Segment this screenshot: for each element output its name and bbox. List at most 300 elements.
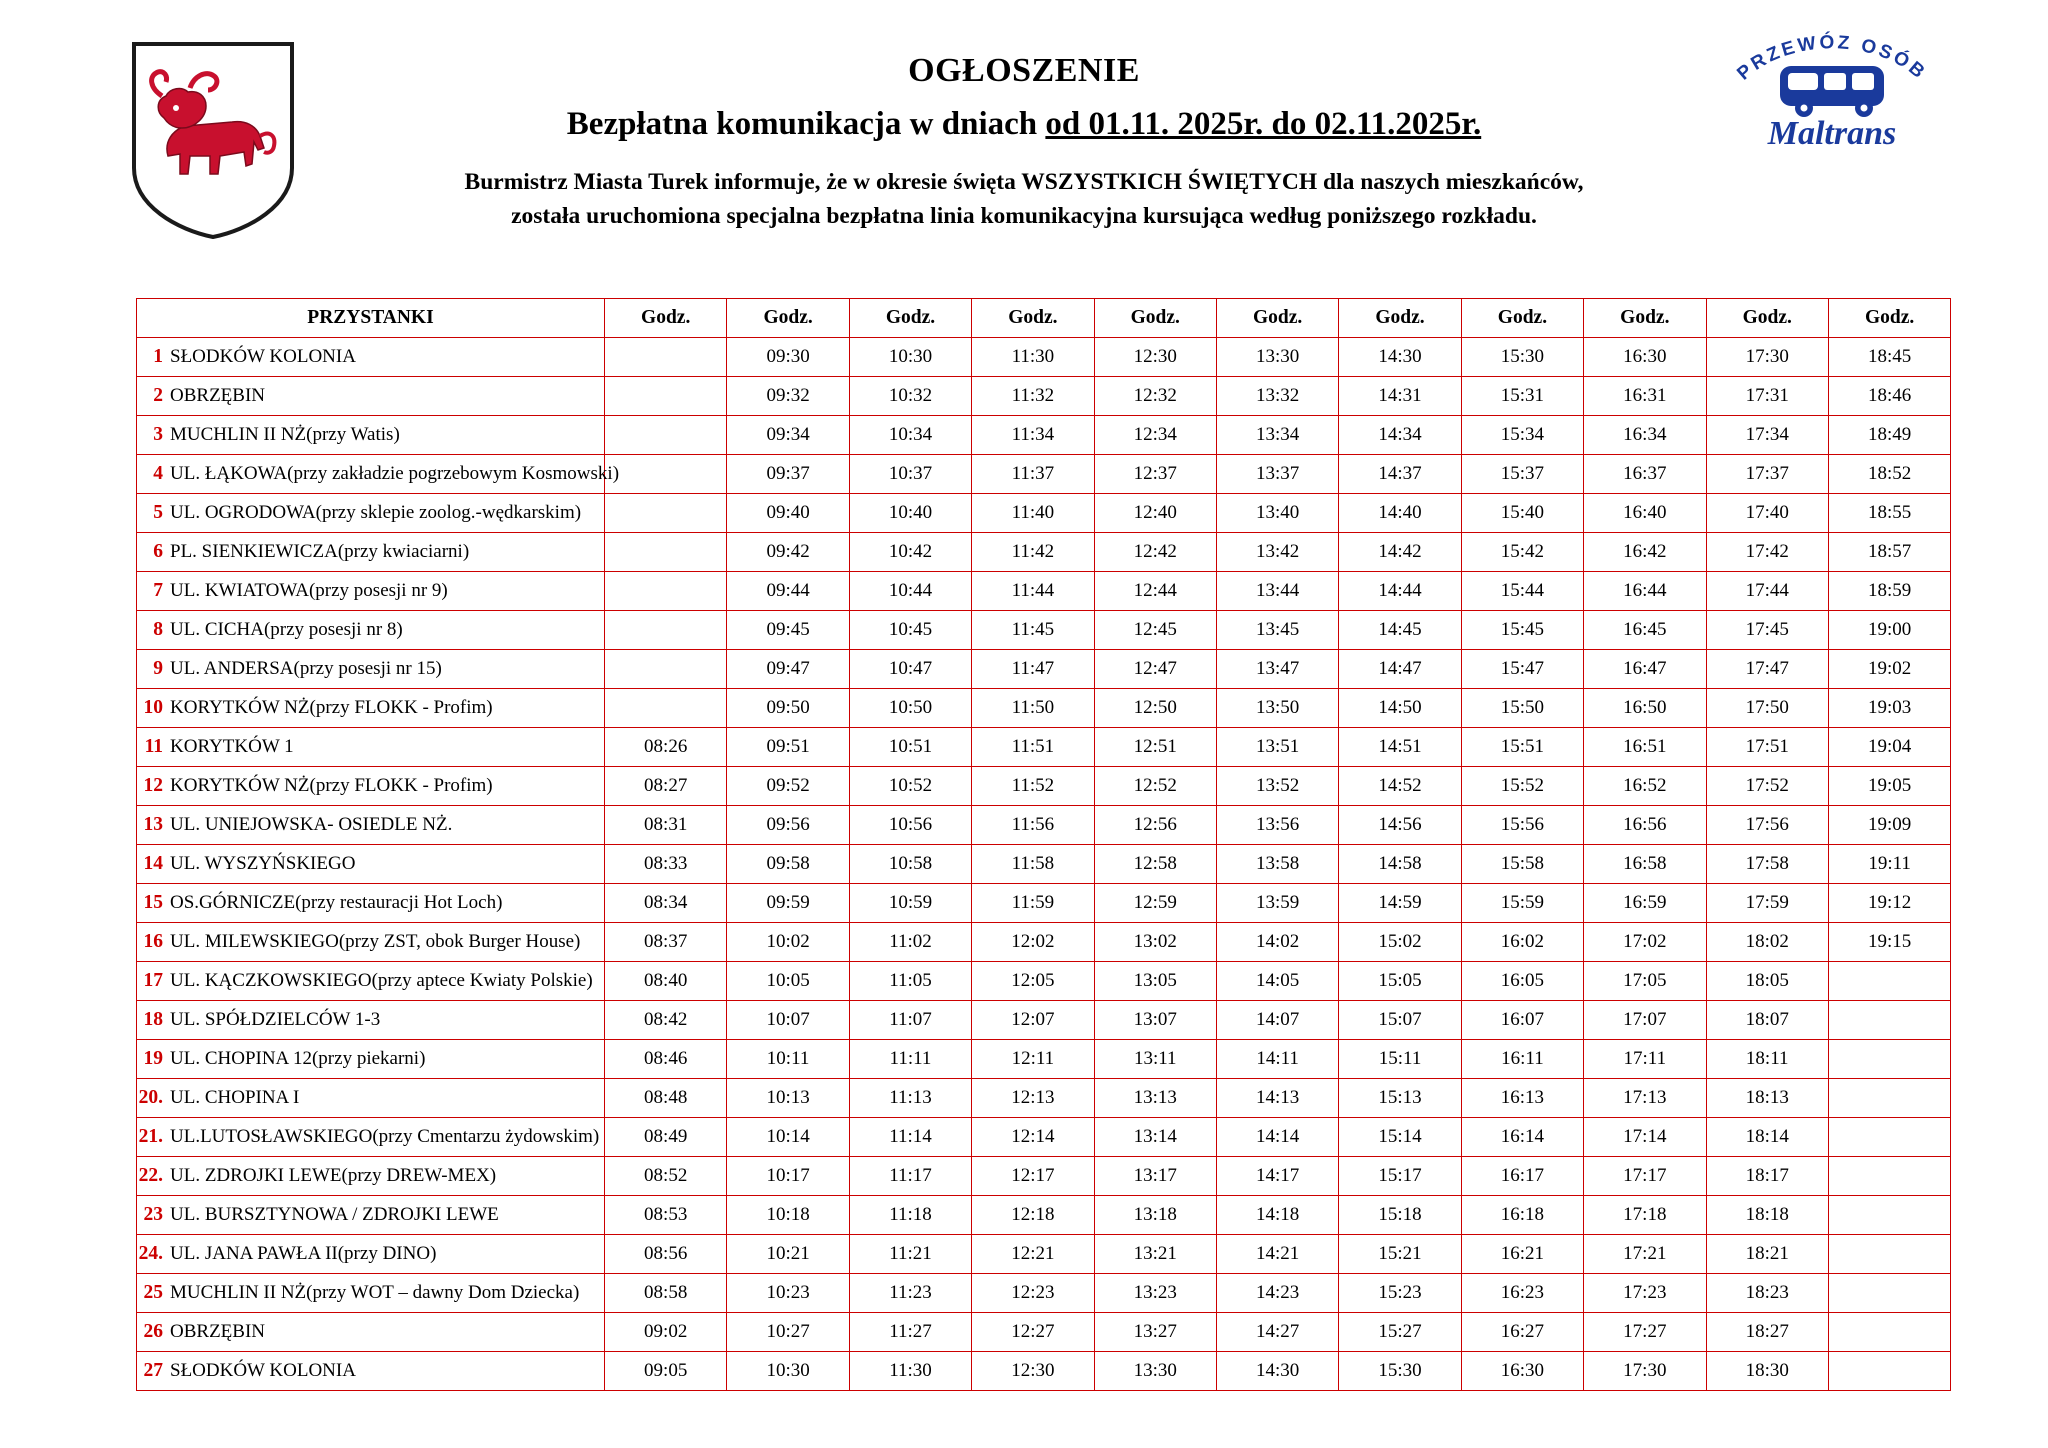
- table-row: [137, 1274, 1951, 1313]
- departure-time: 14:23: [1216, 1274, 1338, 1313]
- stop-cell: [137, 494, 605, 533]
- subtitle-prefix: Bezpłatna komunikacja w dniach: [566, 106, 1046, 142]
- departure-time: 08:26: [605, 728, 727, 767]
- table-row: [137, 1196, 1951, 1235]
- departure-time: 16:23: [1461, 1274, 1583, 1313]
- departure-time: [1828, 962, 1950, 1001]
- departure-time: 12:50: [1094, 689, 1216, 728]
- departure-time: 18:57: [1828, 533, 1950, 572]
- departure-time: 17:30: [1706, 338, 1828, 377]
- departure-time: 13:32: [1216, 377, 1338, 416]
- stop-number: 4: [153, 463, 163, 484]
- stop-number: 22.: [138, 1165, 163, 1186]
- departure-time: 13:45: [1216, 611, 1338, 650]
- stop-cell: [137, 728, 605, 767]
- departure-time: 14:14: [1216, 1118, 1338, 1157]
- departure-time: 15:47: [1461, 650, 1583, 689]
- departure-time: 17:14: [1584, 1118, 1706, 1157]
- departure-time: 10:27: [727, 1313, 849, 1352]
- table-row: [137, 1118, 1951, 1157]
- table-row: [137, 455, 1951, 494]
- departure-time: 16:40: [1584, 494, 1706, 533]
- departure-time: 14:44: [1339, 572, 1461, 611]
- departure-time: 11:52: [972, 767, 1094, 806]
- stop-note: (przy FLOKK - Profim): [309, 697, 493, 718]
- departure-time: 08:46: [605, 1040, 727, 1079]
- departure-time: 08:42: [605, 1001, 727, 1040]
- departure-time: 13:47: [1216, 650, 1338, 689]
- departure-time: 11:42: [972, 533, 1094, 572]
- departure-time: 14:58: [1339, 845, 1461, 884]
- departure-time: 08:33: [605, 845, 727, 884]
- departure-time: 16:07: [1461, 1001, 1583, 1040]
- departure-time: 14:31: [1339, 377, 1461, 416]
- stop-name: OBRZĘBIN: [170, 1321, 265, 1342]
- departure-time: 15:17: [1339, 1157, 1461, 1196]
- stop-name: SŁODKÓW KOLONIA: [170, 1360, 356, 1381]
- departure-time: 12:07: [972, 1001, 1094, 1040]
- departure-time: 11:30: [849, 1352, 971, 1391]
- stop-name: KORYTKÓW NŻ: [170, 775, 310, 796]
- departure-time: 18:11: [1706, 1040, 1828, 1079]
- departure-time: 18:07: [1706, 1001, 1828, 1040]
- departure-time: 11:56: [972, 806, 1094, 845]
- departure-time: 12:42: [1094, 533, 1216, 572]
- col-header-time-7: Godz.: [1339, 299, 1461, 338]
- departure-time: [605, 455, 727, 494]
- stop-number: 24.: [138, 1243, 163, 1264]
- stop-cell: [137, 1352, 605, 1391]
- stop-number: 18: [143, 1009, 163, 1030]
- col-header-stops: PRZYSTANKI: [137, 299, 605, 338]
- departure-time: 16:44: [1584, 572, 1706, 611]
- departure-time: [605, 416, 727, 455]
- departure-time: 16:05: [1461, 962, 1583, 1001]
- departure-time: 18:23: [1706, 1274, 1828, 1313]
- departure-time: 12:32: [1094, 377, 1216, 416]
- departure-time: 19:11: [1828, 845, 1950, 884]
- stop-cell: [137, 611, 605, 650]
- departure-time: 15:50: [1461, 689, 1583, 728]
- departure-time: [1828, 1040, 1950, 1079]
- departure-time: 11:58: [972, 845, 1094, 884]
- stop-name: MUCHLIN II NŻ: [170, 1282, 307, 1303]
- table-row: [137, 494, 1951, 533]
- departure-time: 10:17: [727, 1157, 849, 1196]
- info-line-1: Burmistrz Miasta Turek informuje, że w okresie święta WSZYSTKICH ŚWIĘTYCH dla naszych mieszkańców,: [464, 169, 1584, 195]
- departure-time: 14:07: [1216, 1001, 1338, 1040]
- timetable-container: [136, 298, 1926, 1391]
- departure-time: 12:30: [972, 1352, 1094, 1391]
- table-row: [137, 1040, 1951, 1079]
- departure-time: 14:40: [1339, 494, 1461, 533]
- departure-time: 10:13: [727, 1079, 849, 1118]
- col-header-time-3: Godz.: [849, 299, 971, 338]
- departure-time: 18:59: [1828, 572, 1950, 611]
- stop-note: (przy posesji nr 15): [293, 658, 442, 679]
- stop-name: UL. BURSZTYNOWA / ZDROJKI LEWE: [170, 1204, 499, 1225]
- departure-time: 08:31: [605, 806, 727, 845]
- stop-cell: [137, 1235, 605, 1274]
- departure-time: [1828, 1001, 1950, 1040]
- stop-name: UL.LUTOSŁAWSKIEGO: [170, 1126, 373, 1147]
- departure-time: 11:45: [972, 611, 1094, 650]
- stop-note: (przy FLOKK - Profim): [309, 775, 493, 796]
- departure-time: 16:45: [1584, 611, 1706, 650]
- departure-time: 15:07: [1339, 1001, 1461, 1040]
- departure-time: 16:17: [1461, 1157, 1583, 1196]
- departure-time: 13:30: [1216, 338, 1338, 377]
- table-row: [137, 806, 1951, 845]
- stop-number: 9: [153, 658, 163, 679]
- departure-time: 09:32: [727, 377, 849, 416]
- departure-time: 14:59: [1339, 884, 1461, 923]
- departure-time: 13:18: [1094, 1196, 1216, 1235]
- departure-time: 11:14: [849, 1118, 971, 1157]
- header-text-block: [330, 52, 1718, 233]
- departure-time: 14:13: [1216, 1079, 1338, 1118]
- departure-time: 18:13: [1706, 1079, 1828, 1118]
- departure-time: 10:45: [849, 611, 971, 650]
- departure-time: 14:11: [1216, 1040, 1338, 1079]
- departure-time: 11:30: [972, 338, 1094, 377]
- departure-time: 16:13: [1461, 1079, 1583, 1118]
- table-row: [137, 1157, 1951, 1196]
- departure-time: 08:52: [605, 1157, 727, 1196]
- stop-name: SŁODKÓW KOLONIA: [170, 346, 356, 367]
- departure-time: 09:47: [727, 650, 849, 689]
- table-row: [137, 767, 1951, 806]
- departure-time: 14:21: [1216, 1235, 1338, 1274]
- stop-note: (przy zakładzie pogrzebowym Kosmowski): [287, 463, 620, 484]
- departure-time: 16:21: [1461, 1235, 1583, 1274]
- col-header-time-2: Godz.: [727, 299, 849, 338]
- col-header-time-5: Godz.: [1094, 299, 1216, 338]
- departure-time: 17:52: [1706, 767, 1828, 806]
- departure-time: 15:56: [1461, 806, 1583, 845]
- stop-name: OBRZĘBIN: [170, 385, 265, 406]
- stop-note: (przy piekarni): [311, 1048, 426, 1069]
- departure-time: 15:44: [1461, 572, 1583, 611]
- stop-name: UL. MILEWSKIEGO: [170, 931, 339, 952]
- departure-time: 14:30: [1339, 338, 1461, 377]
- stop-cell: [137, 1118, 605, 1157]
- departure-time: 13:42: [1216, 533, 1338, 572]
- departure-time: 16:14: [1461, 1118, 1583, 1157]
- stop-name: UL. CHOPINA I: [170, 1087, 300, 1108]
- departure-time: 14:45: [1339, 611, 1461, 650]
- stop-note: (przy ZST, obok Burger House): [338, 931, 581, 952]
- departure-time: 13:02: [1094, 923, 1216, 962]
- departure-time: 13:50: [1216, 689, 1338, 728]
- table-row: [137, 1001, 1951, 1040]
- departure-time: 11:47: [972, 650, 1094, 689]
- departure-time: 15:58: [1461, 845, 1583, 884]
- departure-time: 10:32: [849, 377, 971, 416]
- departure-time: 17:18: [1584, 1196, 1706, 1235]
- stop-cell: [137, 962, 605, 1001]
- departure-time: 13:30: [1094, 1352, 1216, 1391]
- stop-name: UL. KWIATOWA: [170, 580, 309, 601]
- departure-time: 14:27: [1216, 1313, 1338, 1352]
- departure-time: 17:44: [1706, 572, 1828, 611]
- departure-time: 12:17: [972, 1157, 1094, 1196]
- departure-time: 18:17: [1706, 1157, 1828, 1196]
- departure-time: 11:51: [972, 728, 1094, 767]
- departure-time: 19:00: [1828, 611, 1950, 650]
- departure-time: 15:37: [1461, 455, 1583, 494]
- departure-time: 11:05: [849, 962, 971, 1001]
- departure-time: 09:44: [727, 572, 849, 611]
- departure-time: 11:34: [972, 416, 1094, 455]
- departure-time: 13:52: [1216, 767, 1338, 806]
- table-row: [137, 962, 1951, 1001]
- departure-time: 16:47: [1584, 650, 1706, 689]
- departure-time: 12:11: [972, 1040, 1094, 1079]
- departure-time: 17:51: [1706, 728, 1828, 767]
- departure-time: 13:07: [1094, 1001, 1216, 1040]
- departure-time: 13:59: [1216, 884, 1338, 923]
- timetable: [136, 298, 1951, 1391]
- departure-time: 15:45: [1461, 611, 1583, 650]
- departure-time: 10:40: [849, 494, 971, 533]
- departure-time: 10:07: [727, 1001, 849, 1040]
- departure-time: 13:17: [1094, 1157, 1216, 1196]
- departure-time: 12:18: [972, 1196, 1094, 1235]
- stop-cell: [137, 377, 605, 416]
- departure-time: 11:18: [849, 1196, 971, 1235]
- col-header-time-4: Godz.: [972, 299, 1094, 338]
- departure-time: 13:40: [1216, 494, 1338, 533]
- departure-time: 15:42: [1461, 533, 1583, 572]
- stop-name: UL. OGRODOWA: [170, 502, 316, 523]
- departure-time: 10:18: [727, 1196, 849, 1235]
- departure-time: [605, 377, 727, 416]
- departure-time: 15:52: [1461, 767, 1583, 806]
- departure-time: 19:05: [1828, 767, 1950, 806]
- departure-time: 14:52: [1339, 767, 1461, 806]
- stop-number: 16: [143, 931, 163, 952]
- stop-note: (przy Cmentarzu żydowskim): [372, 1126, 600, 1147]
- departure-time: 16:37: [1584, 455, 1706, 494]
- col-header-time-1: Godz.: [605, 299, 727, 338]
- departure-time: 08:27: [605, 767, 727, 806]
- departure-time: 09:56: [727, 806, 849, 845]
- stop-cell: [137, 338, 605, 377]
- departure-time: 13:05: [1094, 962, 1216, 1001]
- departure-time: 09:42: [727, 533, 849, 572]
- table-row: [137, 845, 1951, 884]
- departure-time: 13:44: [1216, 572, 1338, 611]
- departure-time: 18:27: [1706, 1313, 1828, 1352]
- stop-cell: [137, 689, 605, 728]
- col-header-time-8: Godz.: [1461, 299, 1583, 338]
- departure-time: 17:17: [1584, 1157, 1706, 1196]
- stop-cell: [137, 1313, 605, 1352]
- svg-text:PRZEWÓZ OSÓB: PRZEWÓZ OSÓB: [1733, 32, 1931, 85]
- departure-time: 12:27: [972, 1313, 1094, 1352]
- stop-number: 11: [144, 736, 163, 757]
- departure-time: 10:58: [849, 845, 971, 884]
- departure-time: 15:02: [1339, 923, 1461, 962]
- departure-time: 10:14: [727, 1118, 849, 1157]
- departure-time: [1828, 1274, 1950, 1313]
- departure-time: 17:30: [1584, 1352, 1706, 1391]
- departure-time: [1828, 1352, 1950, 1391]
- departure-time: 10:52: [849, 767, 971, 806]
- stop-name: KORYTKÓW NŻ: [170, 697, 310, 718]
- departure-time: 18:21: [1706, 1235, 1828, 1274]
- departure-time: 18:18: [1706, 1196, 1828, 1235]
- maltrans-logo: [1712, 30, 1952, 160]
- stop-name: UL. WYSZYŃSKIEGO: [170, 853, 356, 874]
- col-header-time-11: Godz.: [1828, 299, 1950, 338]
- departure-time: [1828, 1118, 1950, 1157]
- stop-number: 23: [143, 1204, 163, 1225]
- departure-time: 17:11: [1584, 1040, 1706, 1079]
- stop-note: (przy DINO): [337, 1243, 437, 1264]
- stop-note: (przy posesji nr 8): [263, 619, 403, 640]
- departure-time: 10:05: [727, 962, 849, 1001]
- departure-time: [605, 611, 727, 650]
- departure-time: 17:21: [1584, 1235, 1706, 1274]
- timetable-body: [137, 338, 1951, 1391]
- departure-time: 09:40: [727, 494, 849, 533]
- departure-time: 16:30: [1461, 1352, 1583, 1391]
- departure-time: [605, 650, 727, 689]
- departure-time: 12:13: [972, 1079, 1094, 1118]
- stop-number: 3: [153, 424, 163, 445]
- departure-time: 16:50: [1584, 689, 1706, 728]
- stop-name: UL. CHOPINA 12: [170, 1048, 312, 1069]
- departure-time: 15:23: [1339, 1274, 1461, 1313]
- subtitle-dates: od 01.11. 2025r. do 02.11.2025r.: [1045, 106, 1482, 142]
- departure-time: 09:37: [727, 455, 849, 494]
- stop-name: UL. JANA PAWŁA II: [170, 1243, 338, 1264]
- departure-time: 09:34: [727, 416, 849, 455]
- stop-name: OS.GÓRNICZE: [170, 892, 296, 913]
- departure-time: 14:47: [1339, 650, 1461, 689]
- col-header-time-9: Godz.: [1584, 299, 1706, 338]
- departure-time: 11:21: [849, 1235, 971, 1274]
- departure-time: 16:18: [1461, 1196, 1583, 1235]
- departure-time: 10:34: [849, 416, 971, 455]
- departure-time: [605, 533, 727, 572]
- col-header-time-6: Godz.: [1216, 299, 1338, 338]
- stop-name: MUCHLIN II NŻ: [170, 424, 307, 445]
- departure-time: 17:37: [1706, 455, 1828, 494]
- departure-time: 10:47: [849, 650, 971, 689]
- stop-number: 7: [153, 580, 163, 601]
- departure-time: 13:37: [1216, 455, 1338, 494]
- departure-time: 18:14: [1706, 1118, 1828, 1157]
- departure-time: 12:21: [972, 1235, 1094, 1274]
- stop-number: 27: [143, 1360, 163, 1381]
- stop-cell: [137, 1196, 605, 1235]
- departure-time: 15:59: [1461, 884, 1583, 923]
- departure-time: 19:12: [1828, 884, 1950, 923]
- departure-time: 16:30: [1584, 338, 1706, 377]
- stop-cell: [137, 455, 620, 494]
- departure-time: 15:30: [1339, 1352, 1461, 1391]
- stop-name: UL. KĄCZKOWSKIEGO: [170, 970, 372, 991]
- departure-time: 18:45: [1828, 338, 1950, 377]
- departure-time: 15:34: [1461, 416, 1583, 455]
- departure-time: 17:05: [1584, 962, 1706, 1001]
- departure-time: 14:34: [1339, 416, 1461, 455]
- departure-time: 11:23: [849, 1274, 971, 1313]
- departure-time: 12:02: [972, 923, 1094, 962]
- departure-time: [605, 689, 727, 728]
- table-header-row: [137, 299, 1951, 338]
- departure-time: 10:44: [849, 572, 971, 611]
- departure-time: 10:23: [727, 1274, 849, 1313]
- svg-text:Maltrans: Maltrans: [1767, 115, 1897, 152]
- departure-time: 13:14: [1094, 1118, 1216, 1157]
- departure-time: 17:40: [1706, 494, 1828, 533]
- departure-time: 15:51: [1461, 728, 1583, 767]
- page-title: OGŁOSZENIE: [908, 52, 1140, 89]
- departure-time: 17:42: [1706, 533, 1828, 572]
- stop-number: 12: [143, 775, 163, 796]
- departure-time: 15:05: [1339, 962, 1461, 1001]
- departure-time: [605, 572, 727, 611]
- stop-number: 10: [143, 697, 163, 718]
- departure-time: 08:48: [605, 1079, 727, 1118]
- stop-name: UL. SPÓŁDZIELCÓW 1-3: [170, 1009, 381, 1030]
- departure-time: 08:53: [605, 1196, 727, 1235]
- departure-time: 09:51: [727, 728, 849, 767]
- departure-time: 11:17: [849, 1157, 971, 1196]
- departure-time: 09:50: [727, 689, 849, 728]
- departure-time: 16:31: [1584, 377, 1706, 416]
- departure-time: 17:58: [1706, 845, 1828, 884]
- town-crest-icon: [128, 38, 298, 243]
- departure-time: 13:27: [1094, 1313, 1216, 1352]
- table-row: [137, 416, 1951, 455]
- departure-time: 16:59: [1584, 884, 1706, 923]
- departure-time: 19:04: [1828, 728, 1950, 767]
- departure-time: 12:58: [1094, 845, 1216, 884]
- departure-time: 17:13: [1584, 1079, 1706, 1118]
- departure-time: 17:27: [1584, 1313, 1706, 1352]
- stop-name: PL. SIENKIEWICZA: [170, 541, 338, 562]
- departure-time: 12:23: [972, 1274, 1094, 1313]
- stop-cell: [137, 650, 605, 689]
- stop-number: 25: [143, 1282, 163, 1303]
- departure-time: 08:34: [605, 884, 727, 923]
- departure-time: 12:45: [1094, 611, 1216, 650]
- departure-time: 13:34: [1216, 416, 1338, 455]
- departure-time: 15:27: [1339, 1313, 1461, 1352]
- stop-cell: [137, 1079, 605, 1118]
- departure-time: 09:59: [727, 884, 849, 923]
- departure-time: 14:37: [1339, 455, 1461, 494]
- stop-cell: [137, 572, 605, 611]
- departure-time: 17:45: [1706, 611, 1828, 650]
- departure-time: [1828, 1157, 1950, 1196]
- departure-time: 11:50: [972, 689, 1094, 728]
- departure-time: 17:31: [1706, 377, 1828, 416]
- departure-time: 16:02: [1461, 923, 1583, 962]
- departure-time: 16:34: [1584, 416, 1706, 455]
- departure-time: 14:05: [1216, 962, 1338, 1001]
- stop-cell: [137, 1040, 605, 1079]
- stop-number: 5: [153, 502, 163, 523]
- departure-time: 18:02: [1706, 923, 1828, 962]
- stop-cell: [137, 533, 605, 572]
- table-row: [137, 377, 1951, 416]
